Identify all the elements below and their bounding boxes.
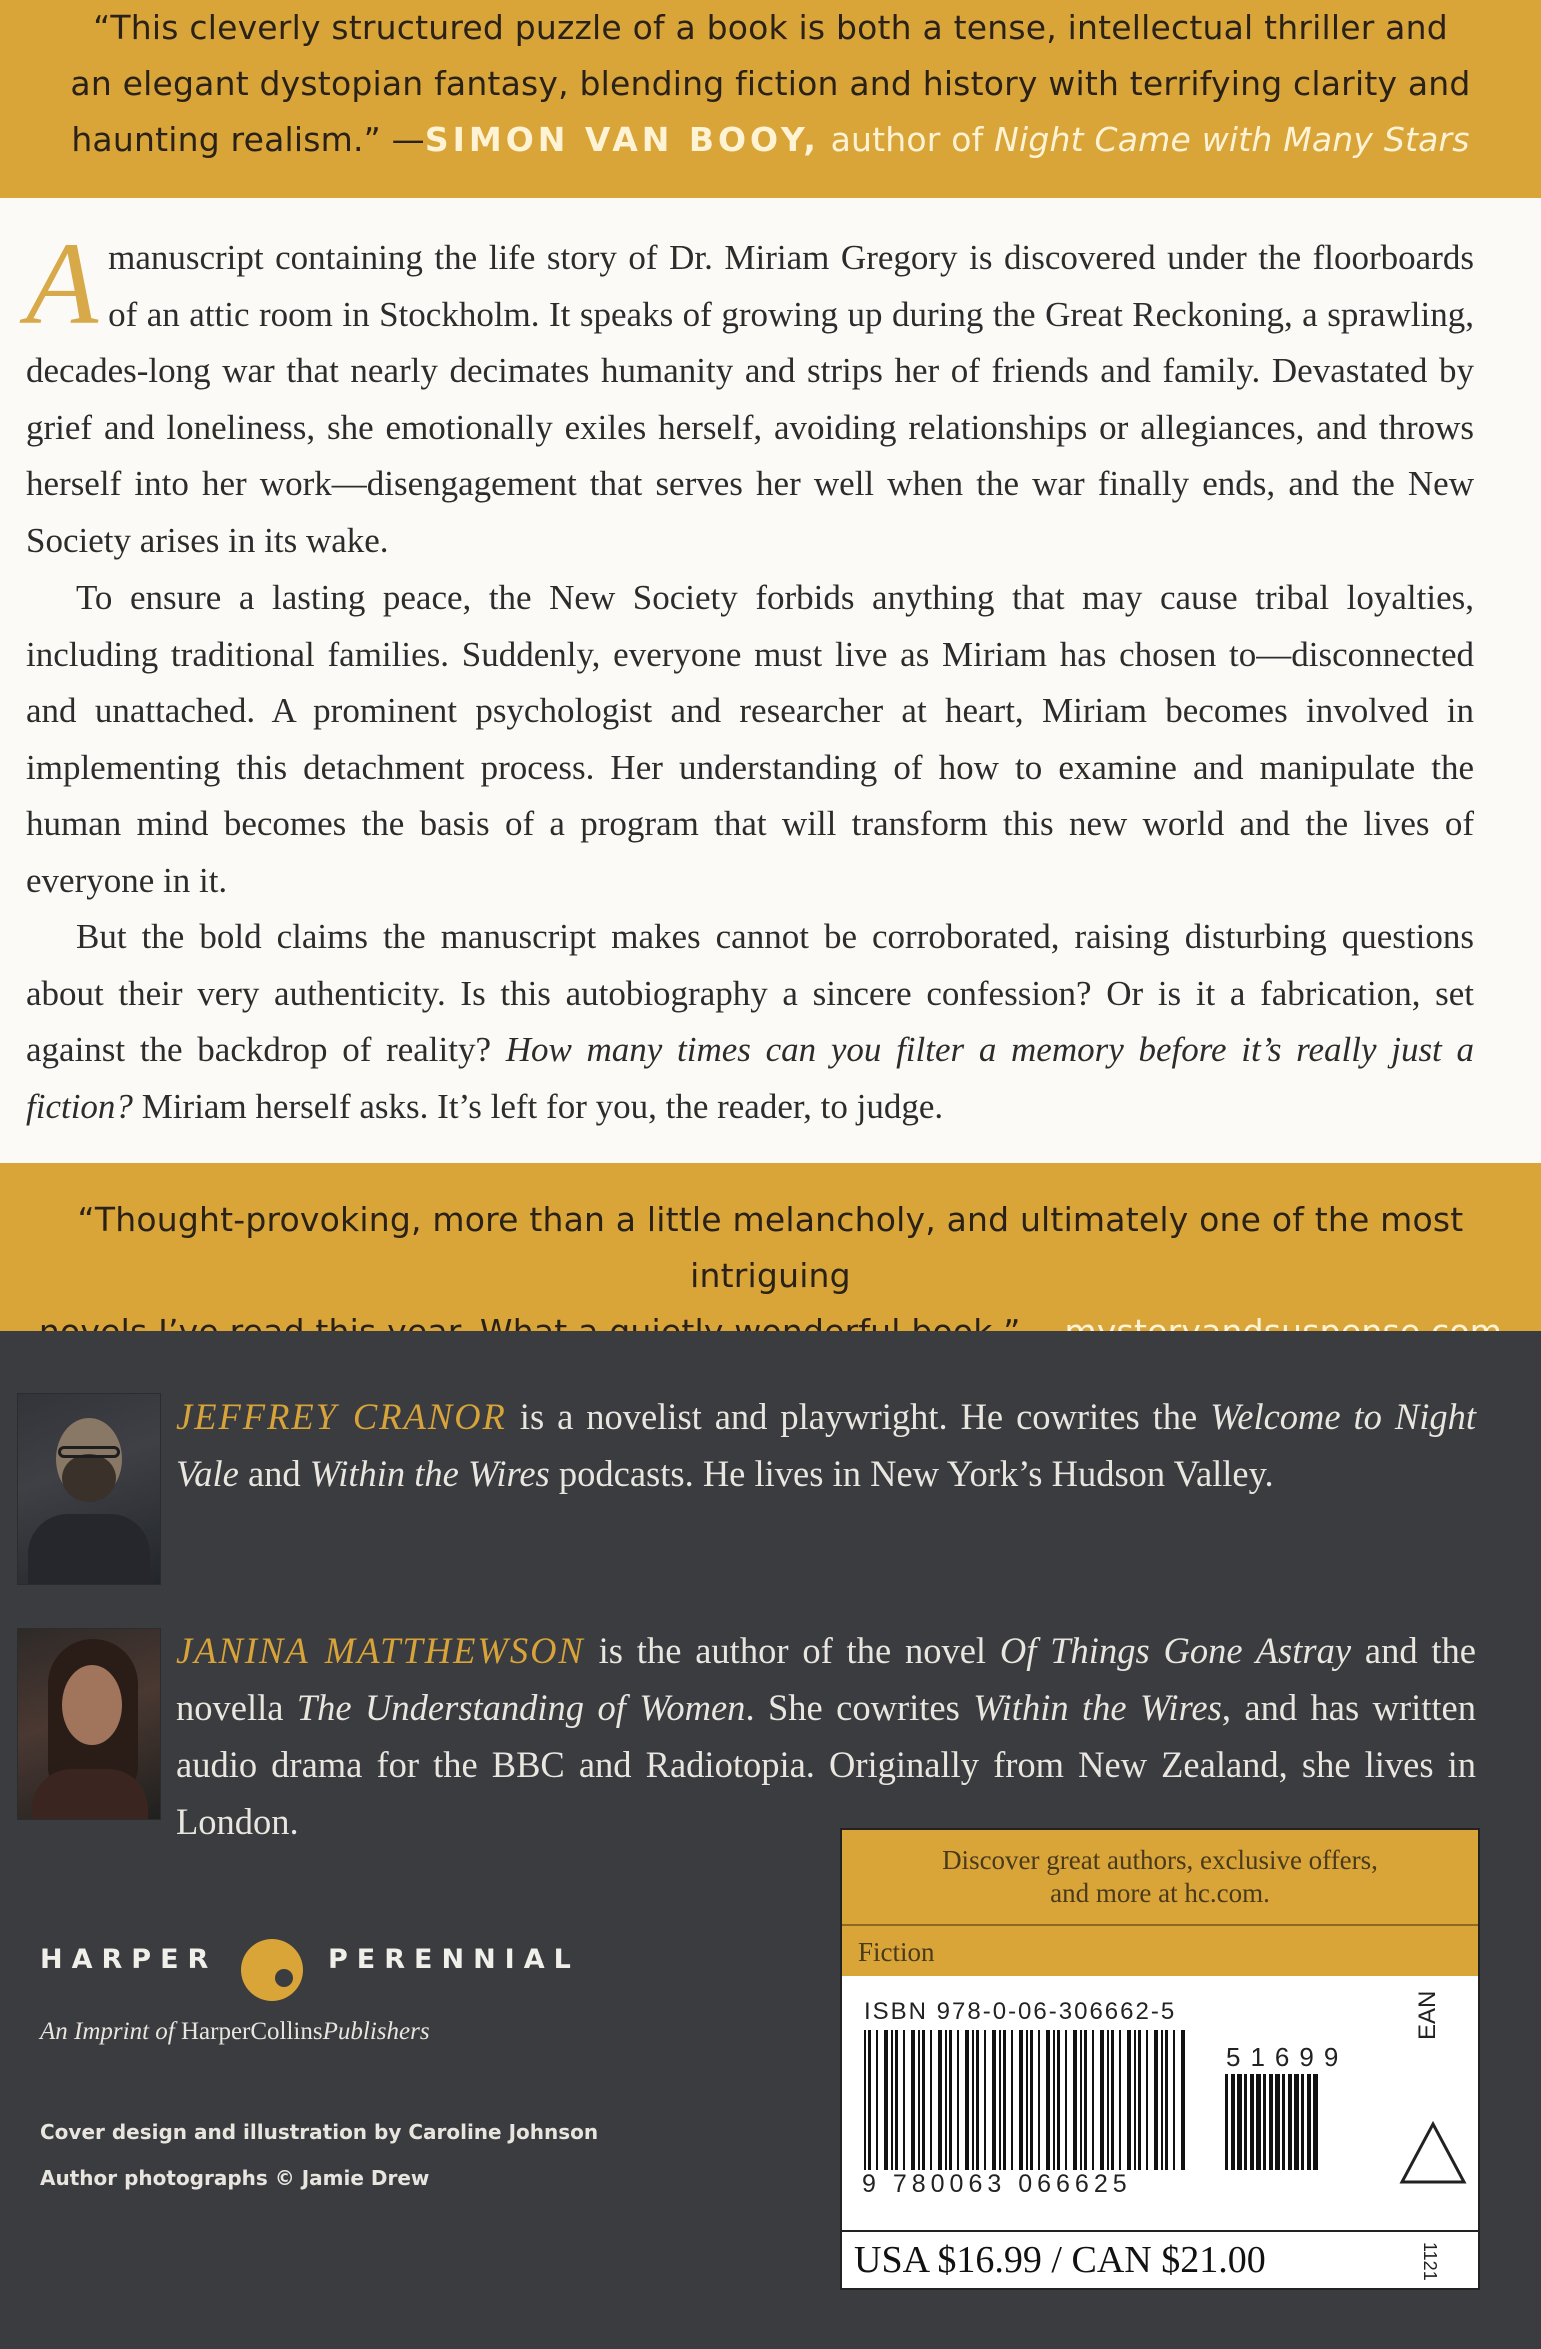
barcode-bar: [949, 2030, 952, 2170]
bio-cranor-text-a: is a novelist and playwright. He cowrites the: [506, 1396, 1211, 1437]
addon-code: 51699: [1226, 2042, 1349, 2072]
barcode-bar: [1127, 2030, 1131, 2170]
cover-credit: Cover design and illustration by Caroline Johnson: [40, 2120, 599, 2144]
beard-shape: [62, 1454, 116, 1502]
barcode-bar: [1038, 2030, 1040, 2170]
barcode-bar: [976, 2030, 979, 2170]
barcode-bar: [1011, 2030, 1013, 2170]
top-quote-line-2: an elegant dystopian fantasy, blending fiction and history with terrifying clarity and: [70, 64, 1471, 103]
barcode-bar: [1154, 2030, 1158, 2170]
glasses-shape: [58, 1446, 120, 1458]
category-label: Fiction: [842, 1924, 1478, 1976]
barcode-bar: [945, 2030, 947, 2170]
barcode-bar: [1030, 2030, 1033, 2170]
author-name-matthewson: JANINA MATTHEWSON: [176, 1630, 585, 1671]
imprint-prefix: An Imprint of: [40, 2018, 181, 2045]
barcode-bar: [984, 2030, 986, 2170]
bio-cranor-title-2: Within the Wires: [309, 1453, 550, 1494]
imprint-publisher: HarperCollins: [180, 2018, 323, 2045]
bio-matthewson: [176, 1622, 1476, 1850]
barcode-bar: [1046, 2030, 1050, 2170]
barcode-bar: [1275, 2074, 1280, 2170]
top-quote-attribution-title: Night Came with Many Stars: [994, 120, 1470, 159]
imprint-line: [40, 2018, 430, 2046]
barcode-bar: [1119, 2030, 1121, 2170]
barcode-bar: [1181, 2030, 1185, 2170]
barcode-bar: [1026, 2030, 1028, 2170]
barcode-bar: [957, 2030, 959, 2170]
bio-cranor: [176, 1388, 1476, 1502]
barcode-promo: [842, 1830, 1478, 1924]
barcode-bar: [864, 2030, 866, 2170]
promo-line-2: and more at hc.com.: [1050, 1878, 1270, 1908]
author-name-cranor: JEFFREY CRANOR: [176, 1396, 507, 1437]
barcode-bar: [1134, 2030, 1136, 2170]
barcode-bar: [1313, 2074, 1318, 2170]
bio-cranor-title-1: Welcome to Night Vale: [176, 1396, 1476, 1494]
barcode-bar: [938, 2030, 942, 2170]
barcode-bar: [1084, 2030, 1087, 2170]
barcode-bar: [903, 2030, 905, 2170]
logo-perennial-text: PERENNIAL: [328, 1944, 580, 1975]
barcode-bar: [1301, 2074, 1304, 2170]
bio-cranor-text-c: podcasts. He lives in New York’s Hudson Valley.: [549, 1453, 1274, 1494]
logo-harper-text: HARPER: [40, 1944, 218, 1975]
barcode-bar: [1161, 2030, 1163, 2170]
barcode-bar: [1057, 2030, 1060, 2170]
barcode-bar: [1237, 2074, 1242, 2170]
top-quote-line-3: [0, 112, 1541, 168]
barcode-bar: [1053, 2030, 1055, 2170]
barcode-bar: [1282, 2074, 1285, 2170]
bio-matthewson-title-3: Within the Wires: [973, 1687, 1222, 1728]
barcode-bar: [1225, 2074, 1228, 2170]
barcode-bar: [1003, 2030, 1006, 2170]
description-paragraph-1-text: manuscript containing the life story of Dr. Miriam Gregory is discovered under the floorboards of an attic room in Stockholm. It speaks of growing up during the Great Reckoning, a sprawling, decades-long war that nearly decimates humanity and strips her of friends and family. Devastated by grief and loneliness, she emotionally exiles herself, avoiding relationships or allegiances, and throws herself into her work—disengagement that serves her well when the war finally ends, and the New Society arises in its wake.: [26, 238, 1474, 560]
top-quote-attribution-rest: author of: [819, 120, 995, 159]
barcode-bar: [1269, 2074, 1273, 2170]
promo-line-1: Discover great authors, exclusive offers,: [942, 1845, 1378, 1875]
barcode-bar: [1107, 2030, 1109, 2170]
barcode-bar: [1307, 2074, 1311, 2170]
description-paragraph-3-end: Miriam herself asks. It’s left for you, the reader, to judge.: [132, 1086, 944, 1126]
barcode-bar: [1065, 2030, 1067, 2170]
barcode-bar: [1288, 2074, 1292, 2170]
bio-matthewson-text-a: is the author of the novel: [584, 1630, 1000, 1671]
barcode-bar: [965, 2030, 969, 2170]
barcode-bar: [1165, 2030, 1168, 2170]
addon-barcode-icon: [1225, 2074, 1375, 2170]
barcode-bar: [1080, 2030, 1082, 2170]
barcode-bar: [895, 2030, 898, 2170]
mid-quote-line-1: “Thought-provoking, more than a little melancholy, and ultimately one of the most intriguing: [77, 1200, 1464, 1295]
side-code: 1121: [1420, 2242, 1440, 2281]
barcode-bar: [1073, 2030, 1077, 2170]
bio-matthewson-text-b: and the novella: [176, 1630, 1476, 1728]
ean-label: EAN: [1414, 1990, 1441, 2040]
barcode-bar: [1138, 2030, 1141, 2170]
top-quote-attribution-name: SIMON VAN BOOY,: [424, 120, 820, 159]
author-photo-matthewson: [17, 1628, 161, 1820]
barcode-bar: [972, 2030, 974, 2170]
bio-cranor-text-b: and: [238, 1453, 310, 1494]
barcode-bar: [1231, 2074, 1235, 2170]
barcode-bar: [1146, 2030, 1148, 2170]
imprint-suffix: Publishers: [322, 2018, 430, 2045]
description-paragraph-3-italic: How many times can you filter a memory before it’s really just a fiction?: [26, 1030, 1474, 1126]
barcode-bar: [918, 2030, 920, 2170]
barcode-bar: [868, 2030, 871, 2170]
barcode-bar: [1256, 2074, 1261, 2170]
barcode-bar: [911, 2030, 915, 2170]
top-quote-line-3-text: haunting realism.” —: [71, 120, 425, 159]
barcode-bar: [876, 2030, 878, 2170]
top-quote-line-1: “This cleverly structured puzzle of a book is both a tense, intellectual thriller and: [93, 8, 1448, 47]
barcode-icon: [864, 2030, 1214, 2170]
barcode-bar: [1244, 2074, 1247, 2170]
bio-matthewson-text-c: . She cowrites: [745, 1687, 974, 1728]
barcode-bar: [884, 2030, 888, 2170]
barcode-panel: [840, 1828, 1480, 2290]
barcode-bar: [1173, 2030, 1175, 2170]
barcode-bar: [1263, 2074, 1266, 2170]
barcode-bar: [999, 2030, 1001, 2170]
barcode-digits: 9 780063 066625: [862, 2170, 1132, 2198]
description-paragraph-3-text: But the bold claims the manuscript makes cannot be corroborated, raising disturbing questions about their very authenticity. Is this autobiography a sincere confession? Or is it a fabrication, set against the backdrop of reality?: [26, 917, 1474, 1069]
triangle-icon: [1398, 2120, 1468, 2186]
author-photo-cranor: [17, 1393, 161, 1585]
bio-matthewson-title-2: The Understanding of Women: [296, 1687, 746, 1728]
barcode-bar: [1294, 2074, 1299, 2170]
barcode-bar: [930, 2030, 932, 2170]
face-shape: [62, 1665, 122, 1745]
bio-matthewson-title-1: Of Things Gone Astray: [999, 1630, 1352, 1671]
photo-credit: Author photographs © Jamie Drew: [40, 2166, 430, 2190]
shoulders-shape: [28, 1514, 150, 1584]
barcode-bar: [891, 2030, 893, 2170]
harper-torch-icon: [236, 1938, 312, 2002]
shoulders-shape: [32, 1769, 148, 1819]
barcode-bar: [1100, 2030, 1104, 2170]
drop-cap: A: [26, 218, 99, 349]
barcode-bar: [992, 2030, 996, 2170]
barcode-bar: [1092, 2030, 1094, 2170]
price-label: USA $16.99 / CAN $21.00: [842, 2230, 1478, 2288]
barcode-bar: [1019, 2030, 1023, 2170]
bio-matthewson-text-d: , and has written audio drama for the BBC and Radiotopia. Originally from New Zealand, she lives in London.: [176, 1687, 1476, 1842]
description-paragraph-2: To ensure a lasting peace, the New Society forbids anything that may cause tribal loyalties, including traditional families. Suddenly, everyone must live as Miriam has chosen to—disconnected and unattached. A prominent psychologist and researcher at heart, Miriam becomes involved in implementing this detachment process. Her understanding of how to examine and manipulate the human mind becomes the basis of a program that will transform this new world and the lives of everyone in it.: [26, 578, 1474, 900]
barcode-bar: [922, 2030, 925, 2170]
barcode-bar: [1111, 2030, 1114, 2170]
description-paragraph-3: [26, 909, 1474, 1135]
barcode-bar: [1250, 2074, 1254, 2170]
isbn-label: ISBN 978-0-06-306662-5: [864, 1998, 1177, 2025]
description-paragraph-1: [26, 218, 1474, 569]
top-review-quote: [0, 0, 1541, 168]
